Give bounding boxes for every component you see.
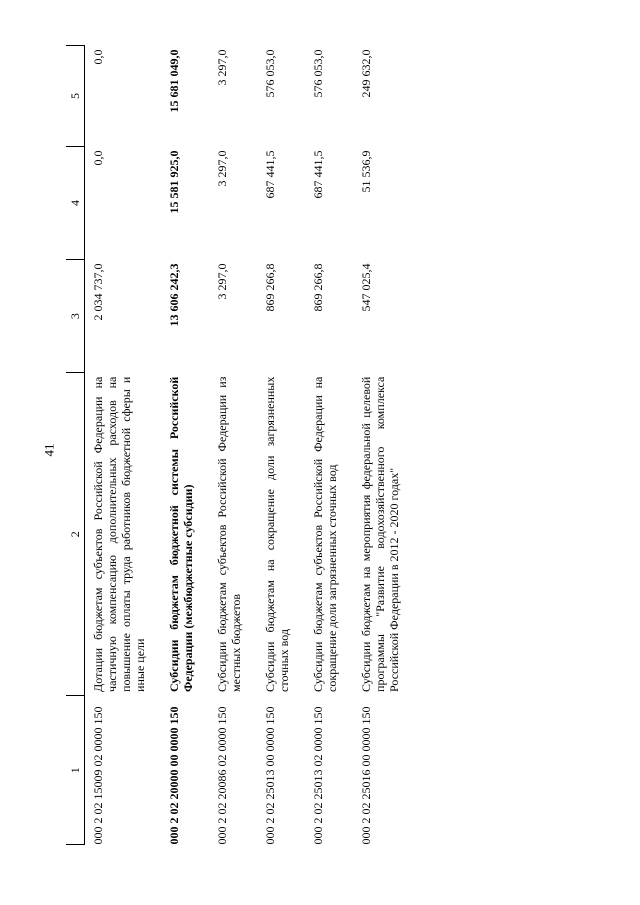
- row-code: 000 2 02 25013 00 0000 150: [263, 706, 277, 845]
- column-header-3: 3: [66, 260, 85, 373]
- row-name: Субсидии бюджетам субъектов Российской Федерации из местных бюджетов: [215, 376, 243, 692]
- row-name: Субсидии бюджетам на мероприятия федеральной целевой программы "Развитие водохозяйственного комплекса Российской Федерации в 2012 - 2020 годах": [359, 376, 401, 692]
- row-value-col5: 576 053,0: [263, 49, 277, 98]
- row-code: 000 2 02 15009 02 0000 150: [91, 706, 105, 845]
- table-row: [257, 46, 305, 845]
- row-value-col3: 869 266,8: [311, 263, 325, 312]
- row-value-col3: 869 266,8: [263, 263, 277, 312]
- row-value-col5: 15 681 049,0: [167, 49, 181, 113]
- table-row: [305, 46, 353, 845]
- row-name: Субсидии бюджетам субъектов Российской Федерации на сокращение доли загрязненных сточных вод: [311, 376, 339, 692]
- column-header-row: [66, 46, 85, 845]
- page-number: 41: [41, 443, 57, 457]
- row-value-col3: 2 034 737,0: [91, 263, 105, 321]
- table-row: [353, 46, 415, 845]
- row-value-col4: 51 536,9: [359, 150, 373, 193]
- row-code: 000 2 02 25013 02 0000 150: [311, 706, 325, 845]
- row-value-col5: 249 632,0: [359, 49, 373, 98]
- table-row: [209, 46, 257, 845]
- row-code: 000 2 02 20086 02 0000 150: [215, 706, 229, 845]
- row-value-col3: 13 606 242,3: [167, 263, 181, 327]
- row-value-col5: 576 053,0: [311, 49, 325, 98]
- budget-table: [66, 45, 415, 845]
- budget-table-sheet: [66, 45, 506, 845]
- row-value-col4: 15 581 925,0: [167, 150, 181, 214]
- row-code: 000 2 02 20000 00 0000 150: [167, 706, 181, 845]
- column-header-2: 2: [66, 373, 85, 696]
- row-code: 000 2 02 25016 00 0000 150: [359, 706, 373, 845]
- row-value-col4: 687 441,5: [263, 150, 277, 199]
- row-value-col5: 0,0: [91, 49, 105, 65]
- column-header-4: 4: [66, 146, 85, 259]
- row-value-col5: 3 297,0: [215, 49, 229, 86]
- row-value-col4: 687 441,5: [311, 150, 325, 199]
- table-row: [85, 46, 162, 845]
- column-header-1: 1: [66, 696, 85, 845]
- row-value-col4: 3 297,0: [215, 150, 229, 187]
- row-name: Субсидии бюджетам на сокращение доли загрязненных сточных вод: [263, 376, 291, 692]
- row-name: Дотации бюджетам субъектов Российской Федерации на частичную компенсацию дополнительных расходов на повышение оплаты труда работников бюджетной сферы и иные цели: [91, 376, 147, 692]
- row-name: Субсидии бюджетам бюджетной системы Российской Федерации (межбюджетные субсидии): [167, 376, 195, 692]
- column-header-5: 5: [66, 46, 85, 147]
- table-row: [161, 46, 209, 845]
- row-value-col3: 547 025,4: [359, 263, 373, 312]
- row-value-col4: 0,0: [91, 150, 105, 166]
- row-value-col3: 3 297,0: [215, 263, 229, 300]
